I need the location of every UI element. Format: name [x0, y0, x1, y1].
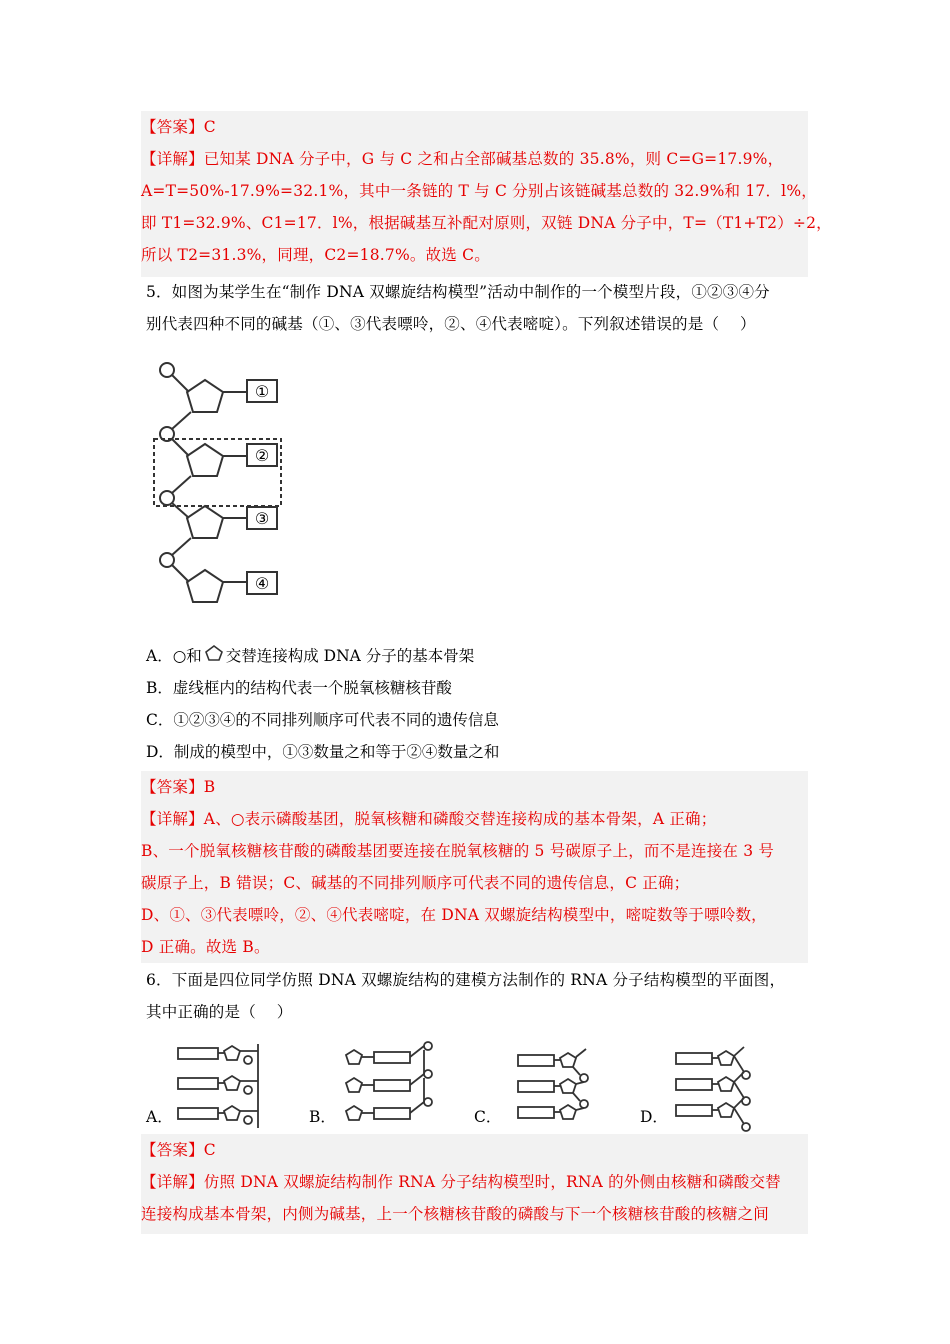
base-label: ④	[254, 574, 270, 593]
option-a-suffix: 交替连接构成 DNA 分子的基本骨架	[225, 647, 475, 665]
q5-option-d: D．制成的模型中，①③数量之和等于②④数量之和	[146, 743, 500, 761]
q4-detail-line: 所以 T2=31.3%，同理，C2=18.7%。故选 C。	[141, 246, 490, 264]
q5-detail-line: 碳原子上，B 错误；C、碱基的不同排列顺序可代表不同的遗传信息，C 正确；	[141, 874, 690, 892]
q6-figure-a	[174, 1040, 274, 1130]
q4-answer-label: 【答案】C	[141, 118, 216, 136]
q5-option-b: B．虚线框内的结构代表一个脱氧核糖核苷酸	[146, 679, 452, 697]
q4-detail-line: 【详解】已知某 DNA 分子中，G 与 C 之和占全部碱基总数的 35.8%，则 C=G=17.9%，	[141, 150, 784, 168]
q4-detail-line: 即 T1=32.9%、C1=17．l%，根据碱基互补配对原则，双链 DNA 分子中，T=（T1+T2）÷2，	[141, 214, 832, 232]
q6-stem-line: 6．下面是四位同学仿照 DNA 双螺旋结构的建模方法制作的 RNA 分子结构模型的平面图，	[146, 971, 786, 989]
q5-detail-line: 【详解】A、○表示磷酸基团，脱氧核糖和磷酸交替连接构成的基本骨架，A 正确；	[141, 810, 717, 828]
q6-figure-c	[514, 1045, 614, 1135]
q5-answer	[141, 771, 808, 963]
q6-detail-line: 【详解】仿照 DNA 双螺旋结构制作 RNA 分子结构模型时，RNA 的外侧由核糖和磷酸交替	[141, 1173, 781, 1191]
q5-detail-line: D、①、③代表嘌呤，②、④代表嘧啶，在 DNA 双螺旋结构模型中，嘧啶数等于嘌呤数，	[141, 906, 767, 924]
q5-option-c: C．①②③④的不同排列顺序可代表不同的遗传信息	[146, 711, 499, 729]
base-label: ②	[254, 446, 270, 465]
q6-answer-label: 【答案】C	[141, 1141, 216, 1159]
q6-answer	[141, 1134, 808, 1230]
q6-detail-line: 连接构成基本骨架，内侧为碱基，上一个核糖核苷酸的磷酸与下一个核糖核苷酸的核糖之间	[141, 1205, 770, 1223]
q6-choice-b-label: B．	[309, 1108, 336, 1126]
q5-stem-line: 5．如图为某学生在“制作 DNA 双螺旋结构模型”活动中制作的一个模型片段，①②③④分	[146, 283, 770, 301]
q5-stem-line: 别代表四种不同的碱基（①、③代表嘌呤，②、④代表嘧啶）。下列叙述错误的是（ ）	[146, 315, 756, 333]
q6-figure-d	[672, 1045, 772, 1135]
q5-detail-line: B、一个脱氧核糖核苷酸的磷酸基团要连接在脱氧核糖的 5 号碳原子上，而不是连接在 3 号	[141, 842, 775, 860]
option-a-prefix: A．○和	[146, 647, 202, 665]
base-label: ③	[254, 509, 270, 528]
q4-answer	[141, 111, 832, 271]
q6-figure-b	[340, 1040, 440, 1130]
q6-choice-d-label: D．	[640, 1108, 668, 1126]
q6-stem-line: 其中正确的是（ ）	[146, 1003, 293, 1021]
q6-choice-a-label: A．	[146, 1108, 173, 1126]
pentagon-icon	[202, 643, 226, 663]
q5-detail-line: D 正确。故选 B。	[141, 938, 270, 956]
q5-answer-label: 【答案】B	[141, 778, 216, 796]
q5-nucleotide-figure	[145, 352, 295, 612]
base-label: ①	[254, 382, 270, 401]
q6-choice-c-label: C．	[474, 1108, 502, 1126]
q4-detail-line: A=T=50%-17.9%=32.1%，其中一条链的 T 与 C 分别占该链碱基总数的 32.9%和 17．l%，	[141, 182, 817, 200]
q5-option-a	[146, 640, 474, 672]
